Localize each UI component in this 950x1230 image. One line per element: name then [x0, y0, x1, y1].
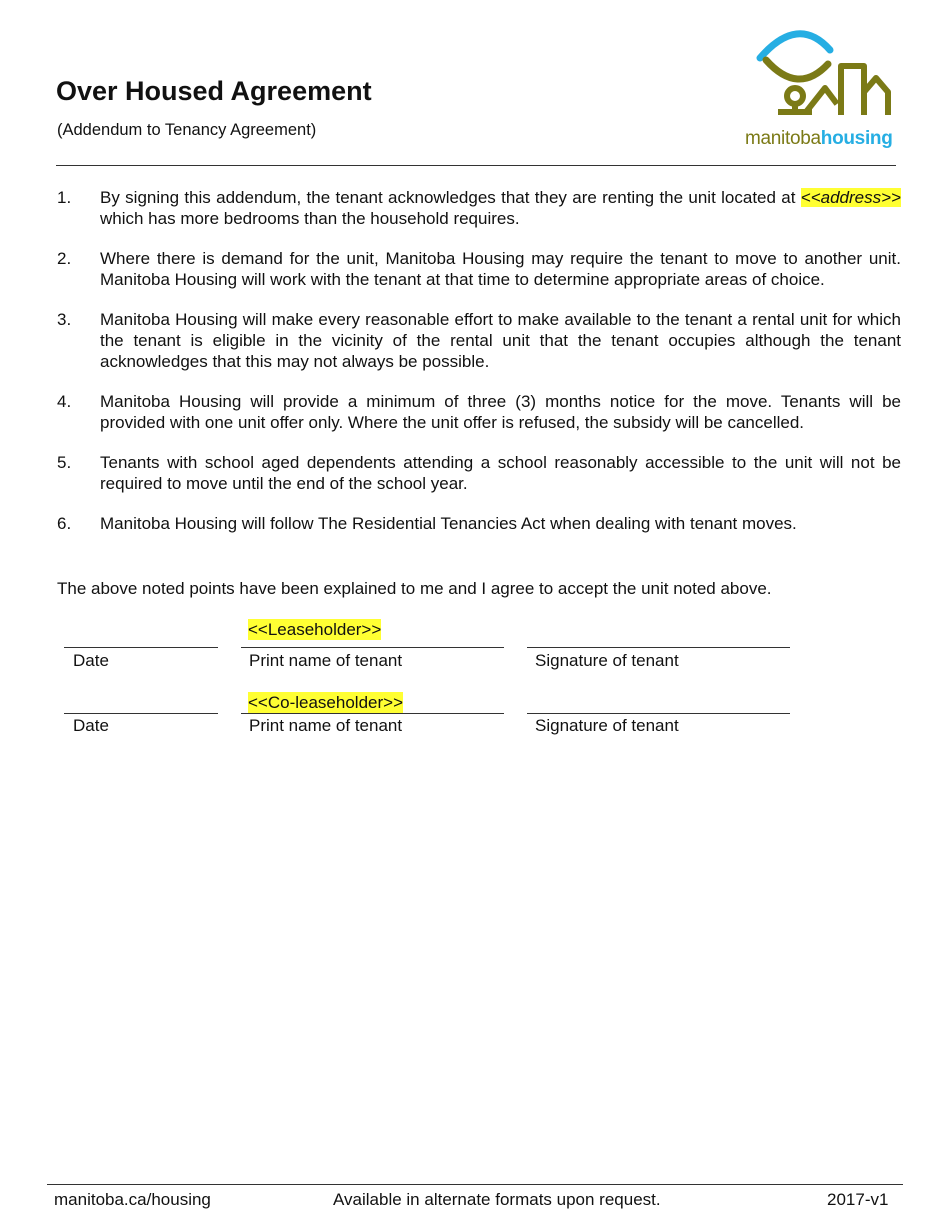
point-text-continued: which has more bedrooms than the household requires. — [100, 209, 520, 228]
agreement-statement: The above noted points have been explained to me and I agree to accept the unit noted above. — [57, 579, 772, 598]
point-text: Manitoba Housing will make every reasonable effort to make available to the tenant a rental unit for which the tenant is eligible in the vicinity of the rental unit that the tenant occupies although the tenant acknowledges that this may not always be possible. — [100, 310, 901, 371]
footer-version: 2017-v1 — [827, 1190, 889, 1209]
point-number: 4. — [57, 392, 72, 411]
list-item — [57, 187, 901, 229]
point-text: Manitoba Housing will follow The Residential Tenancies Act when dealing with tenant moves. — [100, 514, 797, 533]
date-line[interactable] — [64, 647, 218, 648]
point-text: Where there is demand for the unit, Manitoba Housing may require the tenant to move to another unit. Manitoba Housing will work with the tenant at that time to determine appropriate areas of choice. — [100, 249, 901, 289]
co-leaseholder-placeholder: <<Co-leaseholder>> — [248, 693, 404, 712]
print-name-line[interactable] — [241, 713, 504, 714]
agreement-points — [57, 187, 901, 553]
point-text: Tenants with school aged dependents attending a school reasonably accessible to the unit will not be required to move until the end of the school year. — [100, 453, 901, 493]
date-label: Date — [73, 651, 109, 670]
address-placeholder: <<address>> — [800, 188, 901, 207]
print-name-label: Print name of tenant — [249, 716, 403, 735]
list-item — [57, 248, 901, 290]
point-text: By signing this addendum, the tenant acknowledges that they are renting the unit located at — [100, 188, 796, 207]
footer-notice: Available in alternate formats upon request. — [333, 1190, 661, 1209]
print-name-label: Print name of tenant — [249, 651, 403, 670]
point-text: Manitoba Housing will provide a minimum of three (3) months notice for the move. Tenants will be provided with one unit offer only. Where the unit offer is refused, the subsidy will be cancelled. — [100, 392, 901, 432]
list-item — [57, 513, 901, 534]
signature-line[interactable] — [527, 713, 790, 714]
date-label: Date — [73, 716, 109, 735]
print-name-line[interactable] — [241, 647, 504, 648]
document-title: Over Housed Agreement — [56, 76, 372, 106]
footer-divider — [47, 1184, 903, 1185]
point-number: 3. — [57, 310, 72, 329]
logo-word-housing: housing — [820, 128, 893, 149]
signature-label: Signature of tenant — [535, 716, 679, 735]
list-item — [57, 452, 901, 494]
signature-line[interactable] — [527, 647, 790, 648]
list-item — [57, 391, 901, 433]
signature-label: Signature of tenant — [535, 651, 679, 670]
header-divider — [56, 165, 896, 166]
logo-wordmark — [745, 128, 893, 150]
footer-website-link[interactable]: manitoba.ca/housing — [54, 1190, 211, 1209]
logo-word-manitoba: manitoba — [745, 128, 821, 149]
point-number: 5. — [57, 453, 72, 472]
point-number: 6. — [57, 514, 72, 533]
list-item — [57, 309, 901, 372]
point-number: 1. — [57, 188, 72, 207]
document-subtitle: (Addendum to Tenancy Agreement) — [57, 121, 317, 139]
leaseholder-placeholder: <<Leaseholder>> — [248, 620, 382, 639]
date-line[interactable] — [64, 713, 218, 714]
point-number: 2. — [57, 249, 72, 268]
